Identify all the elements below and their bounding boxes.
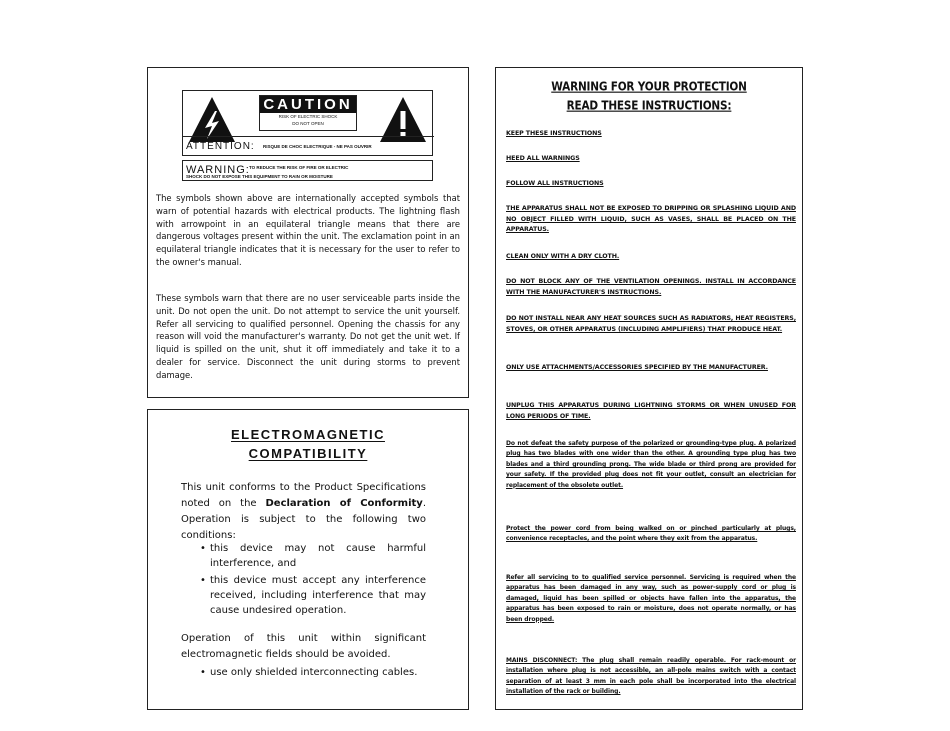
warning-item-liquid: THE APPARATUS SHALL NOT BE EXPOSED TO DRIPPING OR SPLASHING LIQUID AND NO OBJECT FILLED WITH LIQUID, SUCH AS VASES, SHALL BE PLACED ON THE APPARATUS. bbox=[506, 205, 796, 233]
caution-paragraph-1: The symbols shown above are internationally accepted symbols that warn of potential hazards with electrical products. The lightning flash with arrowpoint in an equilateral triangle means that there are dangerous voltages present within the unit. The exclamation point in an equilateral triangle indicates that it is necessary for the user to refer to the owner's manual. bbox=[156, 193, 460, 267]
warning-item-servicing: Refer all servicing to to qualified service personnel. Servicing is required when the apparatus has been damaged in any way, such as power-supply cord or plug is damaged, liquid has been spilled or objects have fallen into the apparatus, the apparatus has been exposed to rain or moisture, does not operate normally, or has been dropped. bbox=[506, 574, 796, 623]
caution-paragraph-2: These symbols warn that there are no user serviceable parts inside the unit. Do not open the unit. Do not attempt to service the unit yourself. Refer all servicing to qualified personnel. Opening the chassis for any reason will void the manufacturer's warranty. Do not get the unit wet. If liquid is spilled on the unit, shut it off immediately and take it to a dealer for service. Disconnect the unit during storms to prevent damage. bbox=[156, 293, 460, 380]
attention-row bbox=[183, 136, 434, 157]
warning-title-line-1: WARNING FOR YOUR PROTECTION bbox=[551, 80, 747, 94]
attention-text: RISQUE DE CHOC ELECTRIQUE - NE PAS OUVRIR bbox=[263, 144, 372, 149]
caution-sub-1: RISK OF ELECTRIC SHOCK bbox=[278, 114, 338, 119]
list-item: • this device must accept any interference received, including interference that may cause undesired operation. bbox=[200, 573, 426, 618]
warning-item-mains: MAINS DISCONNECT: The plug shall remain readily operable. For rack-mount or installation where plug is not accessible, an all-pole mains switch with a contact separation of at least 3 mm in each pole shall be incorporated into the electrical installation of the rack or building. bbox=[506, 657, 796, 696]
warning-item-follow: FOLLOW ALL INSTRUCTIONS bbox=[506, 180, 604, 187]
attention-word: ATTENTION: bbox=[186, 141, 255, 152]
emc-title-line-2: COMPATIBILITY bbox=[248, 446, 368, 461]
warning-item-unplug: UNPLUG THIS APPARATUS DURING LIGHTNING STORMS OR WHEN UNUSED FOR LONG PERIODS OF TIME. bbox=[506, 402, 796, 420]
warning-title-line-2: READ THESE INSTRUCTIONS: bbox=[566, 99, 732, 113]
warning-panel bbox=[495, 67, 803, 710]
warning-word: WARNING: bbox=[186, 164, 250, 176]
emc-title-line-1: ELECTROMAGNETIC bbox=[231, 427, 385, 442]
warning-item-polarized: Do not defeat the safety purpose of the polarized or grounding-type plug. A polarized plug has two blades with one wider than the other. A grounding type plug has two blades and a third grounding prong. The wide blade or third prong are provided for your safety. If the provided plug does not fit your outlet, consult an electrician for replacement of the obsolete outlet. bbox=[506, 440, 796, 489]
emc-panel bbox=[147, 409, 469, 710]
caution-sub-2: DO NOT OPEN bbox=[292, 121, 324, 126]
warning-line-1: TO REDUCE THE RISK OF FIRE OR ELECTRIC bbox=[249, 165, 349, 170]
warning-item-heat: DO NOT INSTALL NEAR ANY HEAT SOURCES SUCH AS RADIATORS, HEAT REGISTERS, STOVES, OR OTHER APPARATUS (INCLUDING AMPLIFIERS) THAT PRODUCE HEAT. bbox=[506, 315, 796, 333]
caution-panel bbox=[147, 67, 469, 398]
warning-item-keep: KEEP THESE INSTRUCTIONS bbox=[506, 130, 602, 137]
emc-intro-before: This unit conforms to the Product Specifications noted on the bbox=[181, 482, 426, 509]
warning-item-clean: CLEAN ONLY WITH A DRY CLOTH. bbox=[506, 253, 620, 260]
caution-box bbox=[259, 95, 357, 131]
caution-word: CAUTION bbox=[260, 96, 356, 113]
warning-item-power-cord: Protect the power cord from being walked on or pinched particularly at plugs, convenience receptacles, and the point where they exit from the apparatus. bbox=[506, 525, 796, 543]
emc-operation-text: Operation of this unit within significant electromagnetic fields should be avoided. bbox=[181, 633, 426, 660]
warning-item-attachments: ONLY USE ATTACHMENTS/ACCESSORIES SPECIFIED BY THE MANUFACTURER. bbox=[506, 364, 768, 371]
emc-conditions-list bbox=[200, 541, 426, 620]
warning-item-ventilation: DO NOT BLOCK ANY OF THE VENTILATION OPENINGS. INSTALL IN ACCORDANCE WITH THE MANUFACTURER'S INSTRUCTIONS. bbox=[506, 278, 796, 296]
list-item: • this device may not cause harmful interference, and bbox=[200, 541, 426, 571]
caution-label-graphic bbox=[182, 90, 433, 182]
emc-intro bbox=[181, 480, 426, 544]
emc-intro-after: . Operation is subject to the following two conditions: bbox=[181, 498, 427, 541]
caution-frame bbox=[182, 90, 433, 156]
warning-item-heed: HEED ALL WARNINGS bbox=[506, 155, 580, 162]
warning-row bbox=[182, 160, 433, 181]
emc-intro-bold: Declaration of Conformity bbox=[265, 498, 423, 509]
warning-line-2: SHOCK DO NOT EXPOSE THIS EQUIPMENT TO RAIN OR MOISTURE bbox=[186, 174, 333, 179]
list-item: • use only shielded interconnecting cables. bbox=[200, 665, 426, 680]
emc-operation-list bbox=[200, 665, 426, 682]
